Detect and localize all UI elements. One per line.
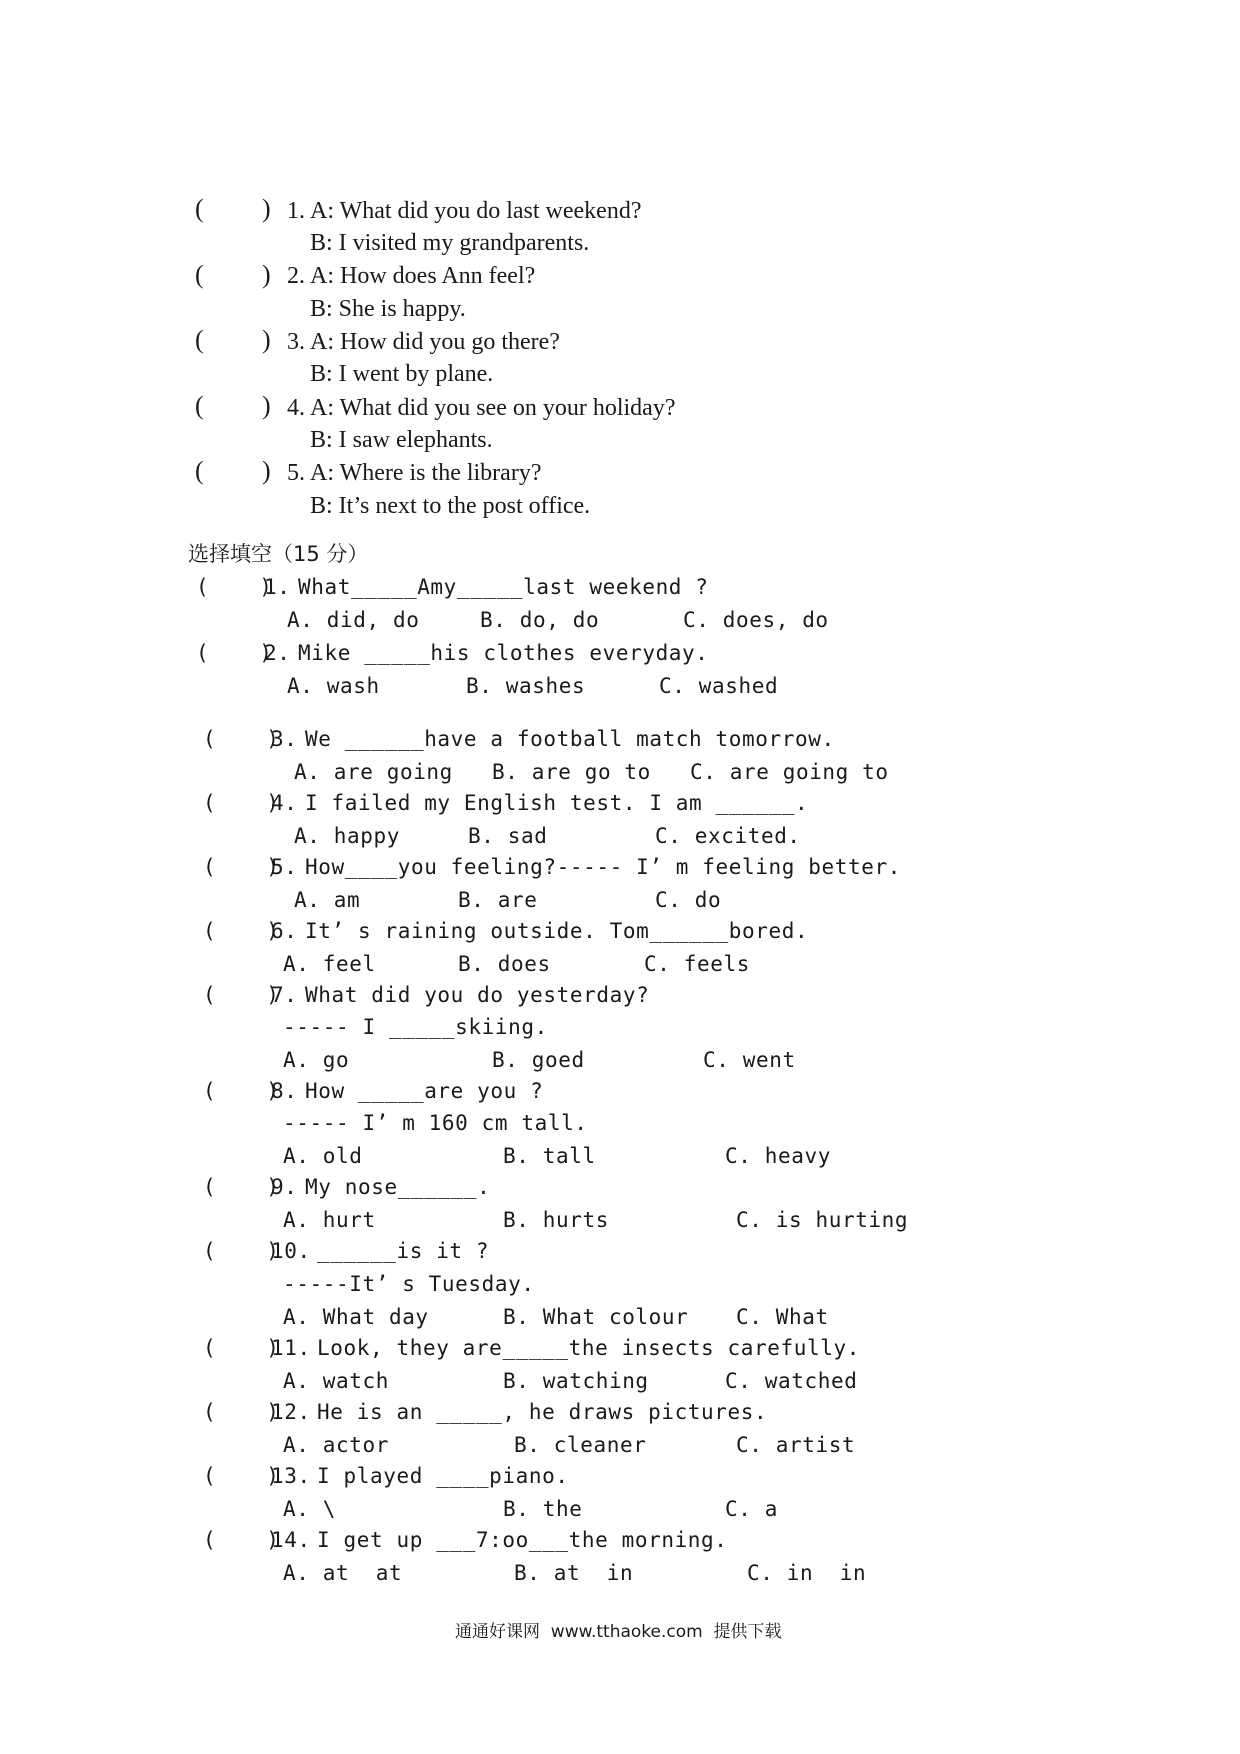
question-number: 8.	[271, 1079, 298, 1103]
question-number: 1.	[264, 575, 291, 599]
question-number: 5.	[287, 460, 305, 486]
footer-text: 通通好课网 www.tthaoke.com 提供下载	[455, 1622, 782, 1642]
question-text: Mike _____his clothes everyday.	[298, 641, 709, 665]
answer-bracket: ( )	[196, 641, 272, 665]
answer-bracket-close: )	[262, 194, 271, 223]
option-a: A. at at	[283, 1561, 403, 1585]
option-a: A. hurt	[283, 1208, 376, 1232]
question-text: What did you do yesterday?	[305, 983, 650, 1007]
answer-bracket: ( )	[203, 1079, 279, 1103]
option-a: A. What day	[283, 1305, 429, 1329]
answer-bracket: ( )	[203, 1175, 279, 1199]
option-a: A. \	[283, 1497, 336, 1521]
option-a: A. are going	[294, 760, 453, 784]
option-b: B. are go to	[492, 760, 651, 784]
answer-bracket-close: )	[262, 260, 271, 289]
option-c: C. are going to	[690, 760, 889, 784]
option-b: B. are	[458, 888, 538, 912]
option-b: B. at in	[514, 1561, 634, 1585]
question-number: 11.	[271, 1336, 311, 1360]
answer-bracket-open: (	[195, 456, 204, 485]
option-c: C. excited.	[655, 824, 801, 848]
answer-bracket: ( )	[196, 575, 272, 599]
answer-bracket: ( )	[203, 919, 279, 943]
question-number: 9.	[271, 1175, 298, 1199]
question-text: He is an _____, he draws pictures.	[317, 1400, 768, 1424]
question-answer-line: ----- I _____skiing.	[283, 1015, 548, 1039]
option-c: C. in in	[747, 1561, 867, 1585]
question-number: 10.	[271, 1239, 311, 1263]
dialogue-line-b: B: She is happy.	[310, 296, 466, 322]
question-number: 3.	[271, 727, 298, 751]
answer-bracket: ( )	[203, 1239, 279, 1263]
question-text: How____you feeling?----- I’ m feeling better.	[305, 855, 901, 879]
option-c: C. washed	[659, 674, 779, 698]
answer-bracket: ( )	[203, 1464, 279, 1488]
option-a: A. go	[283, 1048, 350, 1072]
section-heading: 选择填空（15 分）	[188, 542, 369, 566]
question-number: 14.	[271, 1528, 311, 1552]
option-b: B. tall	[503, 1144, 596, 1168]
question-text: I failed my English test. I am ______.	[305, 791, 809, 815]
option-c: C. is hurting	[736, 1208, 909, 1232]
question-text: My nose______.	[305, 1175, 491, 1199]
option-b: B. washes	[466, 674, 586, 698]
dialogue-line-a: A: What did you see on your holiday?	[310, 395, 676, 421]
option-b: B. watching	[503, 1369, 649, 1393]
option-c: C. do	[655, 888, 722, 912]
option-b: B. What colour	[503, 1305, 689, 1329]
question-number: 2.	[287, 263, 305, 289]
dialogue-line-a: A: How did you go there?	[310, 329, 560, 355]
answer-bracket: ( )	[203, 983, 279, 1007]
option-c: C. went	[703, 1048, 796, 1072]
option-a: A. am	[294, 888, 361, 912]
question-number: 5.	[271, 855, 298, 879]
option-b: B. hurts	[503, 1208, 609, 1232]
answer-bracket: ( )	[203, 791, 279, 815]
answer-bracket: ( )	[203, 1336, 279, 1360]
question-text: It’ s raining outside. Tom______bored.	[305, 919, 809, 943]
answer-bracket-close: )	[262, 391, 271, 420]
option-a: A. watch	[283, 1369, 389, 1393]
question-number: 6.	[271, 919, 298, 943]
question-answer-line: -----It’ s Tuesday.	[283, 1272, 535, 1296]
option-b: B. the	[503, 1497, 583, 1521]
question-number: 4.	[287, 395, 305, 421]
answer-bracket: ( )	[203, 1400, 279, 1424]
option-c: C. artist	[736, 1433, 856, 1457]
answer-bracket-open: (	[195, 391, 204, 420]
question-text: Look, they are_____the insects carefully.	[317, 1336, 860, 1360]
answer-bracket: ( )	[203, 1528, 279, 1552]
question-text: How _____are you ?	[305, 1079, 544, 1103]
option-b: B. cleaner	[514, 1433, 647, 1457]
question-text: What_____Amy_____last weekend ?	[298, 575, 709, 599]
dialogue-line-a: A: What did you do last weekend?	[310, 198, 642, 224]
option-b: B. sad	[468, 824, 548, 848]
option-c: C. heavy	[725, 1144, 831, 1168]
dialogue-line-b: B: I went by plane.	[310, 361, 494, 387]
option-a: A. actor	[283, 1433, 389, 1457]
option-c: C. watched	[725, 1369, 858, 1393]
option-b: B. do, do	[480, 608, 600, 632]
question-text: ______is it ?	[317, 1239, 490, 1263]
question-number: 12.	[271, 1400, 311, 1424]
option-b: B. goed	[492, 1048, 585, 1072]
option-c: C. feels	[644, 952, 750, 976]
answer-bracket-open: (	[195, 260, 204, 289]
question-text: I played ____piano.	[317, 1464, 569, 1488]
option-c: C. does, do	[683, 608, 829, 632]
answer-bracket: ( )	[203, 727, 279, 751]
question-number: 13.	[271, 1464, 311, 1488]
dialogue-line-b: B: I saw elephants.	[310, 427, 493, 453]
option-c: C. What	[736, 1305, 829, 1329]
question-number: 3.	[287, 329, 305, 355]
option-a: A. feel	[283, 952, 376, 976]
question-text: I get up ___7:oo___the morning.	[317, 1528, 728, 1552]
answer-bracket-open: (	[195, 194, 204, 223]
dialogue-line-a: A: How does Ann feel?	[310, 263, 536, 289]
question-answer-line: ----- I’ m 160 cm tall.	[283, 1111, 588, 1135]
question-number: 4.	[271, 791, 298, 815]
answer-bracket: ( )	[203, 855, 279, 879]
option-a: A. old	[283, 1144, 363, 1168]
option-b: B. does	[458, 952, 551, 976]
option-a: A. happy	[294, 824, 400, 848]
question-number: 7.	[271, 983, 298, 1007]
dialogue-line-b: B: It’s next to the post office.	[310, 493, 591, 519]
option-c: C. a	[725, 1497, 778, 1521]
dialogue-line-b: B: I visited my grandparents.	[310, 230, 590, 256]
question-number: 2.	[264, 641, 291, 665]
dialogue-line-a: A: Where is the library?	[310, 460, 542, 486]
answer-bracket-open: (	[195, 325, 204, 354]
question-number: 1.	[287, 198, 305, 224]
option-a: A. did, do	[287, 608, 420, 632]
answer-bracket-close: )	[262, 456, 271, 485]
question-text: We ______have a football match tomorrow.	[305, 727, 835, 751]
answer-bracket-close: )	[262, 325, 271, 354]
option-a: A. wash	[287, 674, 380, 698]
